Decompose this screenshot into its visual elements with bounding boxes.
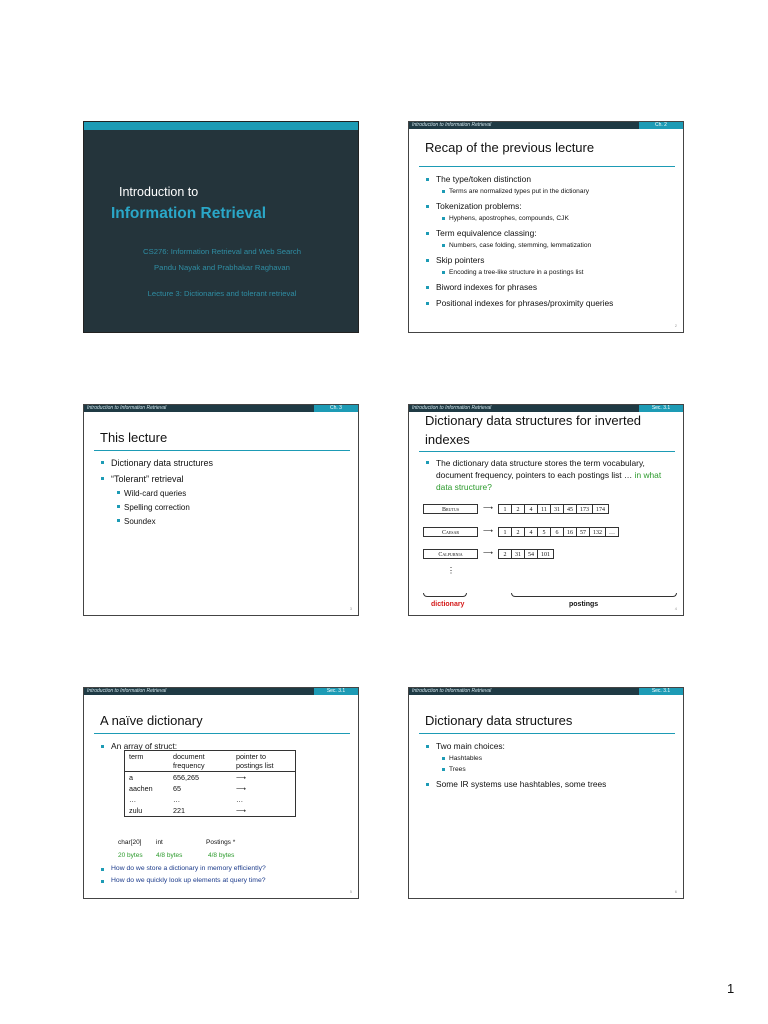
posting-cell: 174 — [592, 504, 609, 514]
section-badge: Ch. 2 — [639, 122, 683, 129]
sub-bullet: Terms are normalized types put in the dictionary — [423, 187, 677, 196]
posting-cell: 101 — [537, 549, 554, 559]
course-label: Introduction to Information Retrieval — [412, 688, 492, 694]
posting-cell: 16 — [563, 527, 577, 537]
table-cell: a — [129, 773, 133, 782]
question: How do we store a dictionary in memory efficiently? — [98, 864, 352, 873]
title-main: Information Retrieval — [111, 205, 267, 222]
posting-cell: 1 — [498, 527, 512, 537]
table-cell: … — [173, 795, 181, 804]
table-row — [125, 794, 296, 805]
table-cell: 656,265 — [173, 773, 199, 782]
dictionary-term: Brutus — [423, 504, 478, 514]
title-rule — [419, 451, 675, 452]
question-list — [98, 864, 352, 890]
bullet: Skip pointers — [423, 255, 677, 266]
sub-bullet: Hyphens, apostrophes, compounds, CJK — [423, 214, 677, 223]
sub-bullet: Numbers, case folding, stemming, lemmatization — [423, 241, 677, 250]
bullet — [423, 457, 677, 493]
title-rule — [419, 166, 675, 167]
bullet: Biword indexes for phrases — [423, 282, 677, 293]
bullet: The type/token distinction — [423, 174, 677, 185]
table-cell: aachen — [129, 784, 153, 793]
course-label: Introduction to Information Retrieval — [412, 405, 492, 411]
type-int: int — [156, 839, 163, 846]
slide-dictionary-structures — [408, 687, 684, 899]
title-stripe — [84, 122, 358, 130]
table-row — [125, 805, 296, 817]
posting-cell: 2 — [498, 549, 512, 559]
slide-page-number: 2 — [674, 323, 677, 328]
bullet: “Tolerant” retrieval — [98, 473, 352, 485]
table-cell: ⟶ — [236, 784, 247, 793]
postings-list — [499, 527, 619, 537]
sub-bullet: Soundex — [98, 516, 352, 527]
posting-cell: 4 — [524, 504, 538, 514]
table-cell: zulu — [129, 806, 143, 815]
slide-header-bar — [84, 405, 358, 412]
slide-dictionary-inverted — [408, 404, 684, 616]
posting-cell: 54 — [524, 549, 538, 559]
posting-cell: 57 — [576, 527, 590, 537]
title-intro: Introduction to — [119, 185, 199, 199]
sub-bullet: Hashtables — [423, 754, 677, 763]
bullet: Tokenization problems: — [423, 201, 677, 212]
type-char: char[20] — [118, 839, 142, 846]
section-badge: Ch. 3 — [314, 405, 358, 412]
slide-title: Dictionary data structures — [425, 713, 573, 728]
slide-title: Recap of the previous lecture — [425, 140, 595, 155]
section-badge: Sec. 3.1 — [314, 688, 358, 695]
size-char: 20 bytes — [118, 852, 143, 859]
naive-dictionary-table — [124, 750, 296, 817]
slide-title: Dictionary data structures for inverted indexes — [425, 413, 642, 447]
postings-brace — [511, 593, 677, 597]
posting-cell: 173 — [576, 504, 593, 514]
table-row — [125, 772, 296, 784]
pointer-arrow: ⟶ — [483, 505, 494, 512]
slide-header-bar — [84, 688, 358, 695]
postings-list — [499, 504, 609, 514]
pointer-arrow: ⟶ — [483, 550, 494, 557]
slide-title: This lecture — [100, 430, 168, 445]
bullet: Two main choices: — [423, 741, 677, 752]
page-number: 1 — [727, 981, 735, 996]
slide-page-number: 6 — [674, 889, 677, 894]
bullet: Term equivalence classing: — [423, 228, 677, 239]
dictionary-brace — [423, 593, 467, 597]
course-label: Introduction to Information Retrieval — [412, 122, 492, 128]
course-line: CS276: Information Retrieval and Web Search — [143, 247, 301, 256]
slide-page-number: 3 — [349, 606, 352, 611]
posting-cell: 2 — [511, 504, 525, 514]
table-cell: … — [236, 795, 244, 804]
dictionary-term: Calpurnia — [423, 549, 478, 559]
header-cell: term — [125, 751, 170, 772]
table-cell: 221 — [173, 806, 185, 815]
question: How do we quickly look up elements at query time? — [98, 876, 352, 885]
table-cell: ⟶ — [236, 806, 247, 815]
bullet-list — [423, 457, 677, 498]
sub-bullet: Wild-card queries — [98, 488, 352, 499]
course-label: Introduction to Information Retrieval — [87, 688, 167, 694]
bullet-list — [423, 174, 677, 314]
slide-title — [83, 121, 359, 333]
dictionary-label: dictionary — [431, 601, 465, 608]
sub-bullet: Encoding a tree-like structure in a postings list — [423, 268, 677, 277]
title-rule — [94, 733, 350, 734]
header-cell: document frequency — [169, 751, 232, 772]
sub-bullet: Trees — [423, 765, 677, 774]
bullet: An array of struct: — [98, 741, 352, 752]
slide-header-bar — [409, 122, 683, 129]
bullet: Positional indexes for phrases/proximity queries — [423, 298, 677, 309]
size-int: 4/8 bytes — [156, 852, 183, 859]
title-rule — [94, 450, 350, 451]
slide-page-number: 4 — [674, 606, 677, 611]
dictionary-term: Caesar — [423, 527, 478, 537]
sub-bullet: Spelling correction — [98, 502, 352, 513]
posting-cell: 31 — [511, 549, 525, 559]
table-cell: ⟶ — [236, 773, 247, 782]
posting-cell: 11 — [537, 504, 551, 514]
bullet-question: in what data structure? — [436, 470, 662, 492]
bullet-list — [98, 457, 352, 531]
slide-this-lecture — [83, 404, 359, 616]
lecture-line: Lecture 3: Dictionaries and tolerant retrieval — [147, 289, 297, 298]
bullet-list — [423, 741, 677, 795]
table-cell: … — [129, 795, 137, 804]
table-row — [125, 783, 296, 794]
course-label: Introduction to Information Retrieval — [87, 405, 167, 411]
posting-cell: 31 — [550, 504, 564, 514]
posting-cell: 132 — [589, 527, 606, 537]
size-postings: 4/8 bytes — [208, 852, 235, 859]
posting-cell: 6 — [550, 527, 564, 537]
posting-cell: 4 — [524, 527, 538, 537]
posting-cell: … — [605, 527, 619, 537]
posting-cell: 5 — [537, 527, 551, 537]
slide-page-number: 5 — [349, 889, 352, 894]
type-postings: Postings * — [206, 839, 236, 846]
slide-recap — [408, 121, 684, 333]
slide-title: A naïve dictionary — [100, 713, 203, 728]
bullet: Dictionary data structures — [98, 457, 352, 469]
postings-label: postings — [569, 601, 599, 608]
header-cell: pointer to postings list — [232, 751, 296, 772]
slide-naive-dictionary — [83, 687, 359, 899]
posting-cell: 1 — [498, 504, 512, 514]
pointer-arrow: ⟶ — [483, 528, 494, 535]
postings-list — [499, 549, 554, 559]
authors: Pandu Nayak and Prabhakar Raghavan — [154, 263, 290, 272]
posting-cell: 45 — [563, 504, 577, 514]
bullet-text: The dictionary data structure stores the term vocabulary, document frequency, pointers to each postings list … — [436, 458, 645, 480]
section-badge: Sec. 3.1 — [639, 405, 683, 412]
table-cell: 65 — [173, 784, 181, 793]
table-header — [125, 751, 296, 772]
slide-header-bar — [409, 688, 683, 695]
posting-cell: 2 — [511, 527, 525, 537]
continuation-dots: ⋮ — [447, 566, 455, 575]
title-rule — [419, 733, 675, 734]
section-badge: Sec. 3.1 — [639, 688, 683, 695]
bullet: Some IR systems use hashtables, some trees — [423, 779, 677, 790]
